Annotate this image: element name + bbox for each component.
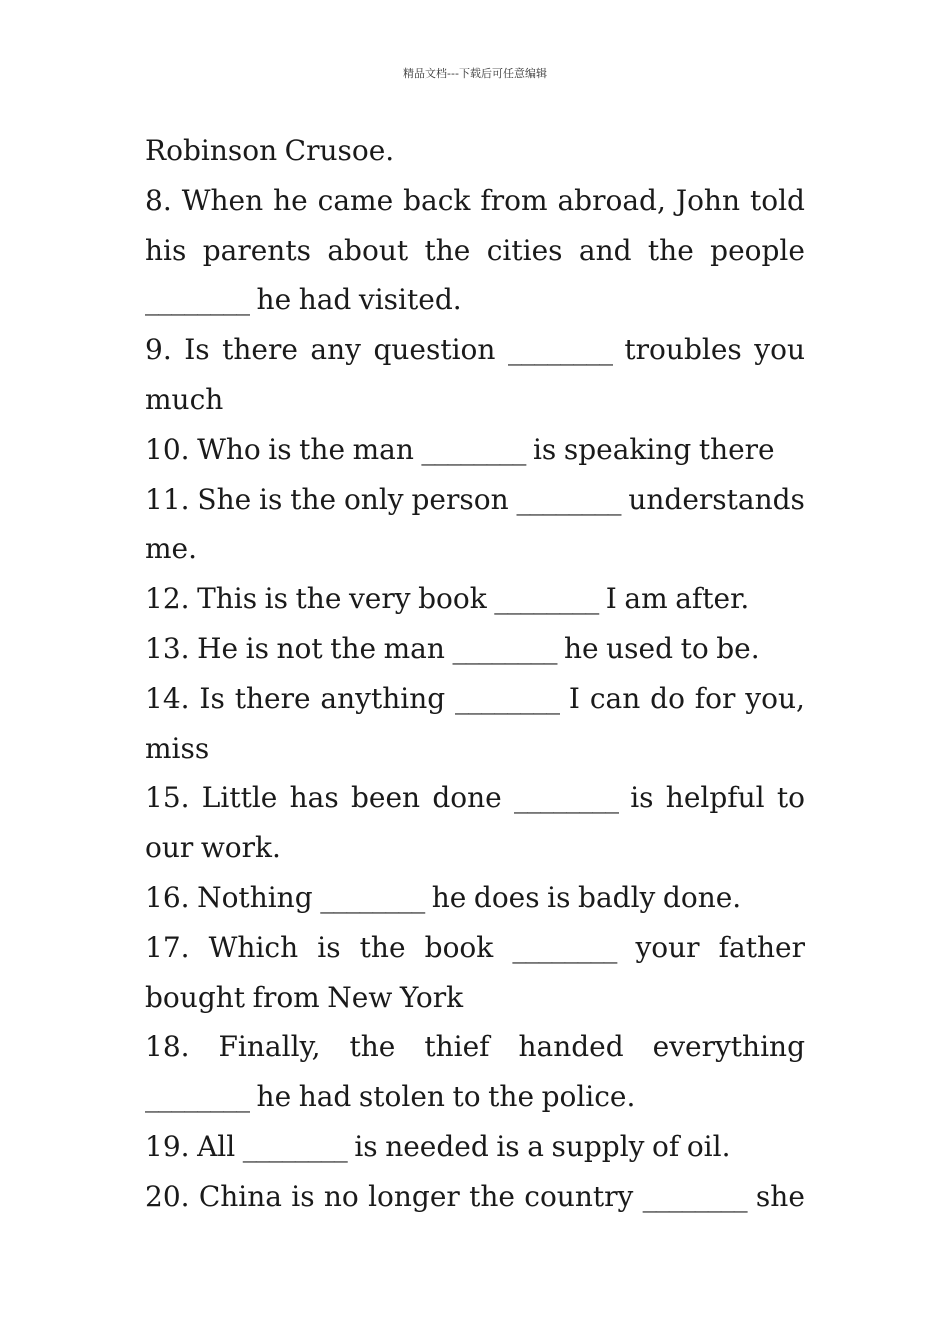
text-word: do: [650, 681, 685, 715]
text-line: [145, 1122, 805, 1172]
text-word: question: [373, 333, 496, 367]
answer-blank: ________: [421, 432, 526, 466]
text-word: understands: [628, 482, 805, 516]
page-header: 精品文档---下载后可任意编辑: [403, 67, 547, 80]
text-word: anything: [320, 681, 446, 715]
text-word: is: [268, 432, 292, 466]
text-word: me.: [145, 532, 198, 566]
text-word: I: [605, 582, 617, 616]
text-word: he: [256, 1080, 292, 1114]
text-word: 19.: [145, 1129, 190, 1163]
text-word: man: [383, 631, 445, 665]
text-word: stolen: [358, 1080, 445, 1114]
text-word: 8.: [145, 183, 172, 217]
text-word: Crusoe.: [284, 134, 395, 167]
document-body: [145, 126, 805, 1222]
text-line: [145, 176, 805, 226]
text-word: is: [245, 631, 269, 665]
text-word: is: [354, 1129, 378, 1163]
text-word: John: [675, 183, 740, 217]
text-line: [145, 1072, 805, 1122]
text-word: longer: [368, 1179, 460, 1213]
text-line: [145, 1172, 805, 1222]
text-word: the: [330, 631, 377, 665]
text-word: is: [496, 1129, 520, 1163]
answer-blank: ________: [507, 333, 612, 367]
text-word: to: [452, 1080, 481, 1114]
text-word: Who: [197, 432, 261, 466]
text-word: country: [524, 1179, 634, 1213]
text-word: about: [327, 233, 409, 267]
text-word: your: [635, 930, 700, 964]
text-word: China: [198, 1179, 282, 1213]
text-word: miss: [145, 731, 210, 765]
text-word: does: [473, 880, 540, 914]
text-word: from: [252, 980, 320, 1014]
text-word: a: [527, 1129, 544, 1163]
text-line: [145, 923, 805, 973]
text-word: handed: [518, 1030, 624, 1064]
text-word: 16.: [145, 880, 190, 914]
text-word: father: [718, 930, 805, 964]
text-word: our: [145, 831, 194, 865]
text-line: [145, 325, 805, 375]
text-word: done.: [662, 880, 742, 914]
text-word: helpful: [665, 781, 765, 815]
text-word: the: [488, 1080, 535, 1114]
text-word: there: [698, 432, 775, 466]
text-word: has: [289, 781, 339, 815]
text-word: is: [532, 432, 557, 466]
text-word: 17.: [145, 930, 190, 964]
text-word: work.: [200, 831, 281, 865]
answer-blank: ________: [145, 1080, 249, 1114]
answer-blank: ________: [494, 582, 599, 616]
text-word: York: [399, 980, 464, 1014]
text-line: [145, 823, 805, 873]
text-word: is: [259, 482, 283, 516]
text-word: When: [181, 183, 264, 217]
text-word: be.: [716, 631, 760, 665]
text-word: All: [197, 1129, 236, 1163]
text-word: the: [359, 930, 406, 964]
text-word: is: [317, 930, 341, 964]
text-word: parents: [202, 233, 311, 267]
text-word: had: [298, 1080, 352, 1114]
text-word: you,: [745, 681, 805, 715]
text-word: everything: [652, 1030, 805, 1064]
text-word: been: [350, 781, 421, 815]
text-word: there: [234, 681, 311, 715]
text-word: he: [563, 631, 599, 665]
answer-blank: ________: [242, 1129, 347, 1163]
text-word: the: [469, 1179, 515, 1213]
answer-blank: ________: [320, 880, 425, 914]
text-word: visited.: [358, 283, 462, 317]
text-word: person: [411, 482, 509, 516]
text-line: [145, 773, 805, 823]
text-word: This: [197, 582, 258, 616]
text-word: the: [290, 482, 337, 516]
text-word: she: [755, 1179, 805, 1213]
text-word: oil.: [686, 1129, 731, 1163]
text-word: speaking: [563, 432, 692, 466]
answer-blank: ________: [452, 631, 557, 665]
text-word: of: [652, 1129, 680, 1163]
text-word: 12.: [145, 582, 190, 616]
text-word: any: [310, 333, 361, 367]
text-word: man: [352, 432, 414, 466]
text-word: Finally,: [218, 1030, 321, 1064]
text-word: Nothing: [197, 880, 313, 914]
text-word: he: [273, 183, 308, 217]
text-word: from: [480, 183, 548, 217]
text-word: bought: [145, 980, 246, 1014]
text-word: not: [276, 631, 323, 665]
text-word: there: [222, 333, 298, 367]
text-word: is: [547, 880, 571, 914]
text-word: no: [323, 1179, 359, 1213]
text-word: to: [776, 781, 805, 815]
text-word: 20.: [145, 1179, 190, 1213]
text-word: the: [299, 432, 346, 466]
text-word: you: [754, 333, 805, 367]
text-word: supply: [551, 1129, 645, 1163]
answer-blank: ________: [513, 781, 618, 815]
text-word: New: [327, 980, 393, 1014]
text-word: his: [145, 233, 187, 267]
text-word: Is: [184, 333, 210, 367]
text-word: the: [424, 233, 471, 267]
answer-blank: ________: [642, 1179, 747, 1213]
text-line: [145, 574, 805, 624]
text-word: cities: [486, 233, 563, 267]
text-word: book: [418, 582, 487, 616]
text-line: [145, 624, 805, 674]
text-word: 9.: [145, 333, 172, 367]
text-word: 15.: [145, 781, 190, 815]
answer-blank: ________: [145, 283, 249, 317]
text-word: can: [589, 681, 641, 715]
text-word: back: [403, 183, 471, 217]
text-line: [145, 126, 805, 176]
text-word: is: [630, 781, 654, 815]
text-word: and: [578, 233, 632, 267]
text-word: very: [348, 582, 411, 616]
text-line: [145, 375, 805, 425]
text-word: the: [349, 1030, 396, 1064]
text-word: He: [197, 631, 239, 665]
text-word: 13.: [145, 631, 190, 665]
text-word: the: [647, 233, 694, 267]
text-line: [145, 275, 805, 325]
text-word: I: [568, 681, 580, 715]
text-line: [145, 226, 805, 276]
text-word: abroad,: [557, 183, 666, 217]
answer-blank: ________: [512, 930, 617, 964]
text-line: [145, 873, 805, 923]
text-word: police.: [541, 1080, 636, 1114]
text-word: am: [624, 582, 668, 616]
answer-blank: ________: [516, 482, 621, 516]
text-word: to: [680, 631, 709, 665]
text-word: only: [343, 482, 404, 516]
text-word: is: [291, 1179, 315, 1213]
text-word: the: [295, 582, 342, 616]
text-word: troubles: [624, 333, 742, 367]
text-word: used: [606, 631, 674, 665]
answer-blank: ________: [455, 681, 560, 715]
text-word: Robinson: [145, 134, 278, 167]
text-line: [145, 1022, 805, 1072]
text-word: 14.: [145, 681, 190, 715]
text-word: he: [256, 283, 292, 317]
text-word: is: [264, 582, 288, 616]
text-word: much: [145, 382, 224, 416]
text-word: told: [749, 183, 805, 217]
text-word: Little: [201, 781, 278, 815]
text-word: 11.: [145, 482, 190, 516]
text-line: [145, 475, 805, 525]
text-word: Which: [208, 930, 299, 964]
text-line: [145, 524, 805, 574]
text-word: book: [424, 930, 494, 964]
text-word: had: [298, 283, 352, 317]
text-word: badly: [578, 880, 656, 914]
text-line: [145, 674, 805, 724]
text-word: needed: [385, 1129, 489, 1163]
text-word: came: [317, 183, 394, 217]
text-line: [145, 973, 805, 1023]
text-word: She: [197, 482, 252, 516]
text-word: thief: [424, 1030, 490, 1064]
text-word: Is: [199, 681, 225, 715]
text-line: [145, 724, 805, 774]
text-word: for: [694, 681, 736, 715]
text-word: 18.: [145, 1030, 190, 1064]
text-word: 10.: [145, 432, 190, 466]
text-word: after.: [675, 582, 750, 616]
text-line: [145, 425, 805, 475]
text-word: done: [432, 781, 502, 815]
text-word: he: [431, 880, 467, 914]
text-word: people: [710, 233, 805, 267]
